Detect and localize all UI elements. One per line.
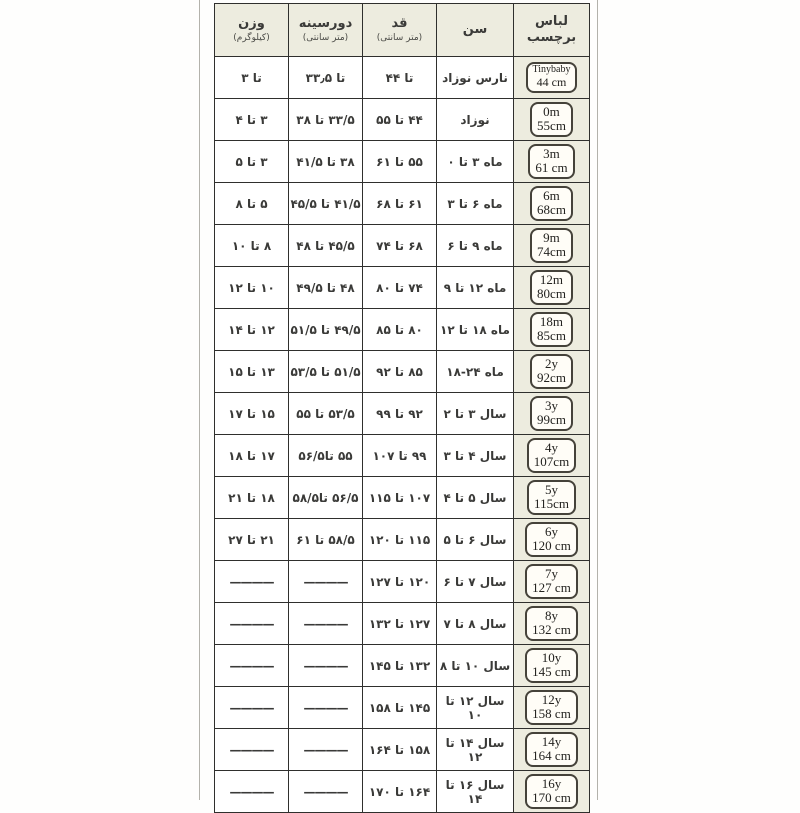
header-height — [363, 4, 437, 57]
size-code: 6y — [544, 524, 558, 540]
label-cell — [514, 225, 590, 267]
size-row — [215, 519, 590, 561]
age-cell: سال ۴ تا ۳ — [437, 435, 514, 477]
age-cell: ماه ۹ تا ۶ — [437, 225, 514, 267]
label-cell — [514, 183, 590, 225]
label-cell — [514, 267, 590, 309]
age-cell: سال ۸ تا ۷ — [437, 603, 514, 645]
size-code: 6m — [543, 188, 560, 204]
chest-cell: ———— — [289, 687, 363, 729]
height-cell: ۵۵ تا ۶۱ — [363, 141, 437, 183]
size-height-cm: 115cm — [534, 496, 569, 511]
size-height-cm: 132 cm — [532, 622, 571, 637]
label-cell — [514, 645, 590, 687]
size-label-badge — [527, 438, 576, 472]
age-cell: سال ۳ تا ۲ — [437, 393, 514, 435]
size-row — [215, 603, 590, 645]
header-height-title: قد — [391, 15, 408, 31]
age-cell: سال ۷ تا ۶ — [437, 561, 514, 603]
header-weight-title: وزن — [238, 15, 265, 31]
size-code: 10y — [541, 650, 562, 666]
weight-cell: ۳ تا ۵ — [215, 141, 289, 183]
size-label-badge — [525, 732, 578, 766]
size-code: 4y — [544, 440, 558, 456]
chest-cell: ۵۸/۵ تا ۶۱ — [289, 519, 363, 561]
height-cell: ۱۲۷ تا ۱۳۲ — [363, 603, 437, 645]
size-height-cm: 170 cm — [532, 790, 571, 805]
size-code: 12m — [539, 272, 564, 288]
height-cell: ۷۴ تا ۸۰ — [363, 267, 437, 309]
weight-cell: ———— — [215, 561, 289, 603]
weight-cell: ۱۵ تا ۱۷ — [215, 393, 289, 435]
size-label-badge — [525, 648, 578, 682]
header-weight-unit: (کیلوگرم) — [233, 33, 270, 43]
size-height-cm: 55cm — [537, 118, 566, 133]
size-code: 7y — [544, 566, 558, 582]
age-cell: سال ۱۴ تا ۱۲ — [437, 729, 514, 771]
size-row — [215, 477, 590, 519]
weight-cell: ———— — [215, 771, 289, 813]
size-code: 12y — [541, 692, 562, 708]
size-height-cm: 74cm — [537, 244, 566, 259]
size-label-badge — [525, 564, 578, 598]
height-cell: ۱۴۵ تا ۱۵۸ — [363, 687, 437, 729]
size-row — [215, 393, 590, 435]
label-cell — [514, 687, 590, 729]
size-label-badge — [526, 62, 578, 92]
header-clothing-label — [514, 4, 590, 57]
chest-cell: ———— — [289, 561, 363, 603]
label-cell — [514, 393, 590, 435]
size-row — [215, 687, 590, 729]
size-height-cm: 127 cm — [532, 580, 571, 595]
label-cell — [514, 141, 590, 183]
size-row — [215, 771, 590, 813]
label-cell — [514, 57, 590, 99]
label-cell — [514, 435, 590, 477]
chest-cell: ۳۸ تا ۴۱/۵ — [289, 141, 363, 183]
header-age — [437, 4, 514, 57]
chest-cell: ۵۳/۵ تا ۵۵ — [289, 393, 363, 435]
weight-cell: ۸ تا ۱۰ — [215, 225, 289, 267]
size-row — [215, 309, 590, 351]
size-code: 16y — [541, 776, 562, 792]
size-row — [215, 57, 590, 99]
image-frame-line-left — [199, 0, 200, 800]
chest-cell: ———— — [289, 645, 363, 687]
size-row — [215, 225, 590, 267]
size-code: 8y — [544, 608, 558, 624]
height-cell: ۱۵۸ تا ۱۶۴ — [363, 729, 437, 771]
label-cell — [514, 309, 590, 351]
size-label-badge — [525, 606, 578, 640]
chest-cell: ———— — [289, 603, 363, 645]
size-row — [215, 561, 590, 603]
size-row — [215, 435, 590, 477]
height-cell: ۱۶۴ تا ۱۷۰ — [363, 771, 437, 813]
age-cell: نوزاد — [437, 99, 514, 141]
clothing-size-table — [214, 3, 590, 813]
chest-cell: ۵۱/۵ تا ۵۳/۵ — [289, 351, 363, 393]
chest-cell: ۵۵ تا۵۶/۵ — [289, 435, 363, 477]
chest-cell: تا ۳۳٫۵ — [289, 57, 363, 99]
size-height-cm: 164 cm — [532, 748, 571, 763]
size-label-badge — [530, 354, 573, 388]
size-height-cm: 68cm — [537, 202, 566, 217]
size-height-cm: 120 cm — [532, 538, 571, 553]
age-cell: سال ۶ تا ۵ — [437, 519, 514, 561]
label-cell — [514, 351, 590, 393]
size-code: 9m — [543, 230, 560, 246]
size-row — [215, 351, 590, 393]
header-clothing-label-title: لباس برچسب — [526, 13, 577, 45]
size-label-badge — [530, 270, 573, 304]
height-cell: ۱۳۲ تا ۱۴۵ — [363, 645, 437, 687]
size-label-badge — [525, 774, 578, 808]
size-row — [215, 729, 590, 771]
size-label-badge — [530, 312, 573, 346]
size-height-cm: 158 cm — [532, 706, 571, 721]
image-frame-line-right — [597, 0, 598, 800]
weight-cell: ———— — [215, 729, 289, 771]
header-weight — [215, 4, 289, 57]
size-height-cm: 99cm — [537, 412, 566, 427]
header-chest-title: دورسینه — [298, 15, 353, 31]
size-table-body — [215, 57, 590, 813]
size-code: 3y — [544, 398, 558, 414]
size-height-cm: 145 cm — [532, 664, 571, 679]
weight-cell: ۳ تا ۴ — [215, 99, 289, 141]
size-label-badge — [530, 396, 573, 430]
weight-cell: ۱۳ تا ۱۵ — [215, 351, 289, 393]
age-cell: سال ۱۲ تا ۱۰ — [437, 687, 514, 729]
header-chest-unit: (متر سانتی) — [302, 33, 349, 43]
age-cell: سال ۵ تا ۴ — [437, 477, 514, 519]
weight-cell: ———— — [215, 603, 289, 645]
size-code: 18m — [539, 314, 564, 330]
size-label-badge — [525, 522, 578, 556]
size-height-cm: 44 cm — [536, 74, 567, 89]
weight-cell: ۲۱ تا ۲۷ — [215, 519, 289, 561]
size-height-cm: 85cm — [537, 328, 566, 343]
weight-cell: ———— — [215, 687, 289, 729]
size-height-cm: 61 cm — [535, 160, 568, 175]
size-row — [215, 99, 590, 141]
weight-cell: ۱۷ تا ۱۸ — [215, 435, 289, 477]
height-cell: ۹۹ تا ۱۰۷ — [363, 435, 437, 477]
age-cell: نارس نوزاد — [437, 57, 514, 99]
height-cell: ۱۲۰ تا ۱۲۷ — [363, 561, 437, 603]
label-cell — [514, 477, 590, 519]
weight-cell: ۱۸ تا ۲۱ — [215, 477, 289, 519]
size-label-badge — [530, 228, 573, 262]
size-code: 3m — [543, 146, 560, 162]
size-label-badge — [528, 144, 574, 178]
label-cell — [514, 729, 590, 771]
weight-cell: ۱۲ تا ۱۴ — [215, 309, 289, 351]
size-label-badge — [530, 186, 573, 220]
size-code: 5y — [545, 482, 558, 498]
size-row — [215, 267, 590, 309]
chest-cell: ۴۸ تا ۴۹/۵ — [289, 267, 363, 309]
chest-cell: ———— — [289, 729, 363, 771]
size-row — [215, 141, 590, 183]
height-cell: ۸۵ تا ۹۲ — [363, 351, 437, 393]
height-cell: ۱۱۵ تا ۱۲۰ — [363, 519, 437, 561]
size-height-cm: 80cm — [537, 286, 566, 301]
chest-cell: ۴۹/۵ تا ۵۱/۵ — [289, 309, 363, 351]
height-cell: ۴۴ تا ۵۵ — [363, 99, 437, 141]
header-age-title: سن — [462, 21, 488, 37]
size-row — [215, 645, 590, 687]
age-cell: سال ۱۰ تا ۸ — [437, 645, 514, 687]
size-label-badge — [530, 102, 573, 136]
header-height-unit: (متر سانتی) — [376, 33, 423, 43]
size-height-cm: 107cm — [533, 454, 570, 469]
size-code: 0m — [543, 104, 560, 120]
weight-cell: ۱۰ تا ۱۲ — [215, 267, 289, 309]
chest-cell: ۴۵/۵ تا ۴۸ — [289, 225, 363, 267]
chest-cell: ۴۱/۵ تا ۴۵/۵ — [289, 183, 363, 225]
weight-cell: ۵ تا ۸ — [215, 183, 289, 225]
size-label-badge — [525, 690, 578, 724]
age-cell: ماه ۶ تا ۳ — [437, 183, 514, 225]
height-cell: ۱۰۷ تا ۱۱۵ — [363, 477, 437, 519]
height-cell: ۹۲ تا ۹۹ — [363, 393, 437, 435]
age-cell: ماه ۲۴-۱۸ — [437, 351, 514, 393]
size-height-cm: 92cm — [537, 370, 566, 385]
chest-cell: ———— — [289, 771, 363, 813]
chest-cell: ۳۳/۵ تا ۳۸ — [289, 99, 363, 141]
header-row — [215, 4, 590, 57]
size-code: 2y — [544, 356, 558, 372]
size-row — [215, 183, 590, 225]
label-cell — [514, 603, 590, 645]
label-cell — [514, 771, 590, 813]
chest-cell: ۵۶/۵ تا۵۸/۵ — [289, 477, 363, 519]
header-chest — [289, 4, 363, 57]
height-cell: تا ۴۴ — [363, 57, 437, 99]
label-cell — [514, 99, 590, 141]
age-cell: ماه ۳ تا ۰ — [437, 141, 514, 183]
age-cell: ماه ۱۸ تا ۱۲ — [437, 309, 514, 351]
size-code: Tinybaby — [532, 64, 571, 76]
age-cell: ماه ۱۲ تا ۹ — [437, 267, 514, 309]
weight-cell: ———— — [215, 645, 289, 687]
weight-cell: تا ۳ — [215, 57, 289, 99]
age-cell: سال ۱۶ تا ۱۴ — [437, 771, 514, 813]
height-cell: ۶۸ تا ۷۴ — [363, 225, 437, 267]
height-cell: ۸۰ تا ۸۵ — [363, 309, 437, 351]
height-cell: ۶۱ تا ۶۸ — [363, 183, 437, 225]
label-cell — [514, 561, 590, 603]
size-code: 14y — [541, 734, 562, 750]
size-label-badge — [527, 480, 576, 514]
label-cell — [514, 519, 590, 561]
